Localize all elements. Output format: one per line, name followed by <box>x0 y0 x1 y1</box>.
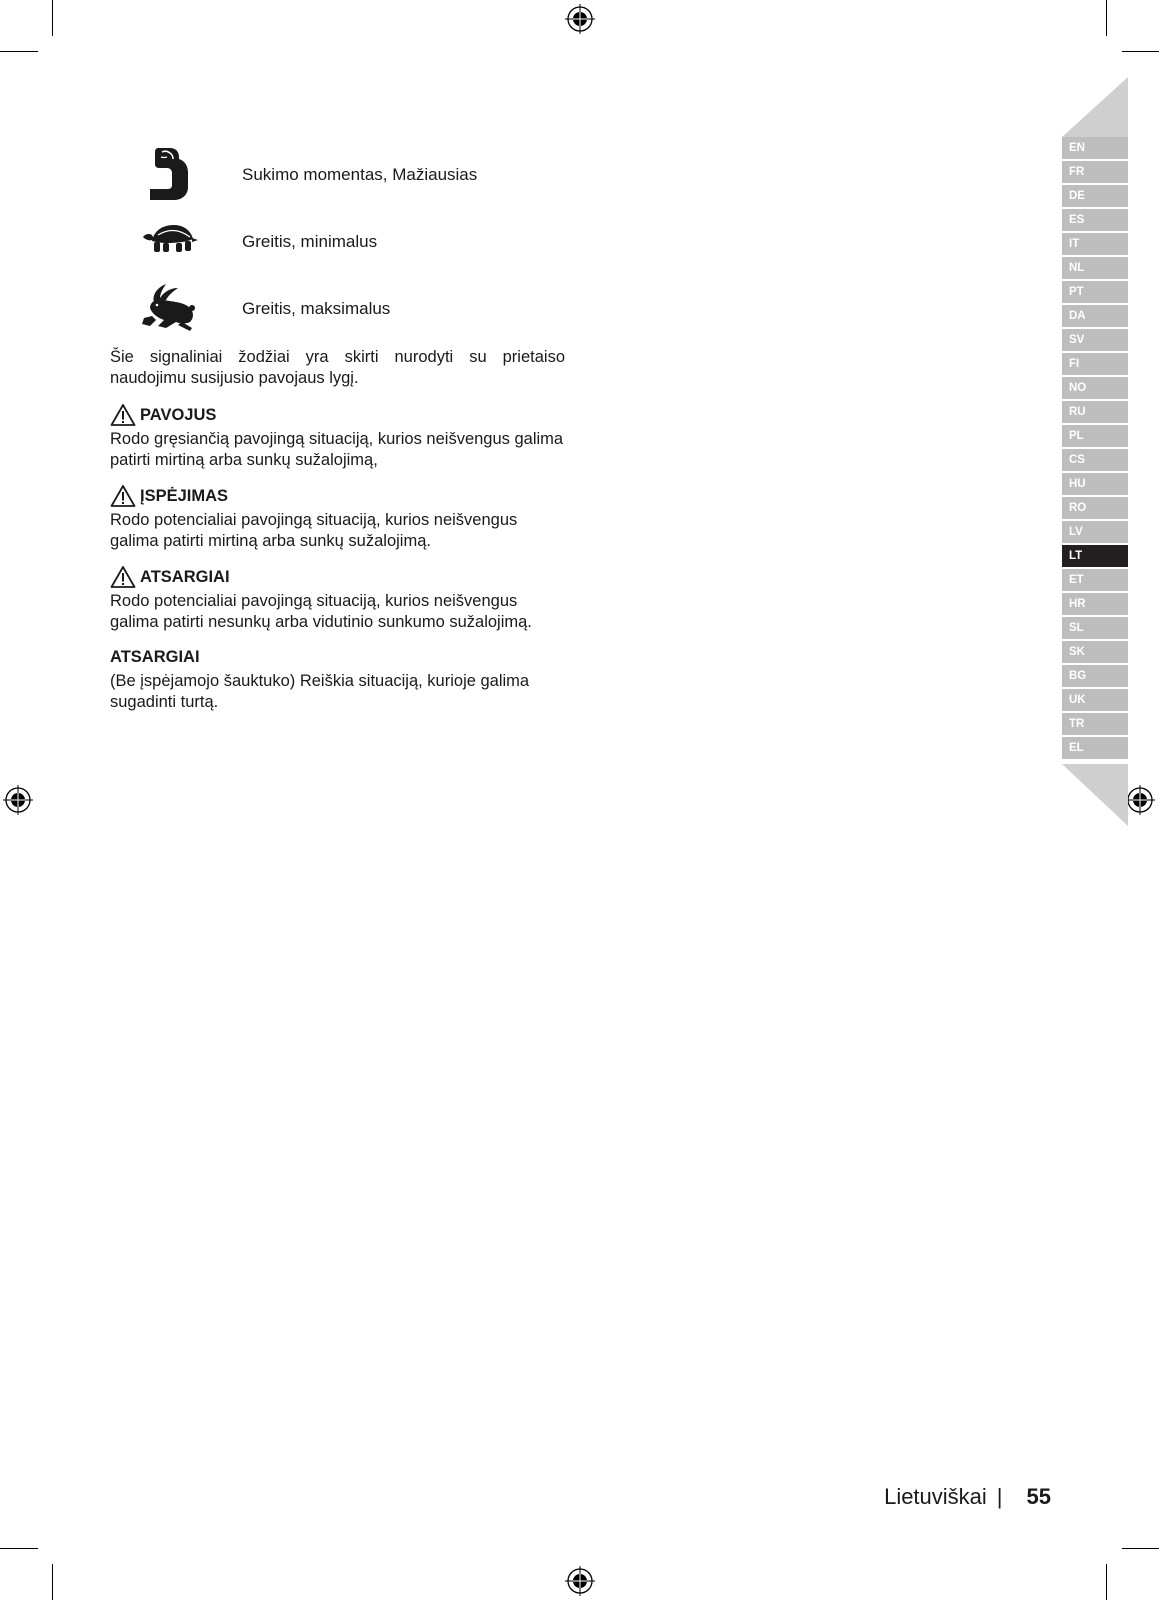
warning-triangle-icon <box>110 565 136 589</box>
language-tab-lv[interactable]: LV <box>1062 521 1128 543</box>
page-footer <box>884 1484 1051 1510</box>
section-heading-caution <box>110 565 230 589</box>
language-tab-el[interactable]: EL <box>1062 737 1128 759</box>
crop-mark <box>0 51 38 52</box>
registration-mark-icon <box>565 1566 595 1596</box>
section-heading-notice <box>110 648 200 667</box>
crop-mark <box>1106 1564 1107 1600</box>
crop-mark <box>52 0 53 36</box>
language-tab-lt[interactable]: LT <box>1062 545 1128 567</box>
language-tabs <box>1062 137 1128 761</box>
footer-language: Lietuviškai <box>884 1484 987 1509</box>
registration-mark-icon <box>565 4 595 34</box>
sidebar-triangle-bottom <box>1062 764 1128 826</box>
intro-paragraph: Šie signaliniai žodžiai yra skirti nurodyti su prietaiso naudojimu susijusio pavojaus lygį. <box>110 348 565 387</box>
icon-row-max-speed <box>140 278 580 338</box>
crop-mark <box>0 1548 38 1549</box>
crop-mark <box>1122 1548 1159 1549</box>
language-tab-it[interactable]: IT <box>1062 233 1128 255</box>
language-tab-no[interactable]: NO <box>1062 377 1128 399</box>
section-title: ĮSPĖJIMAS <box>140 486 229 505</box>
language-tab-tr[interactable]: TR <box>1062 713 1128 735</box>
language-tab-sv[interactable]: SV <box>1062 329 1128 351</box>
section-heading-danger <box>110 403 216 427</box>
registration-mark-icon <box>3 785 33 815</box>
language-tab-pl[interactable]: PL <box>1062 425 1128 447</box>
turtle-icon <box>140 211 200 271</box>
icon-label: Sukimo momentas, Mažiausias <box>242 165 478 184</box>
crop-mark <box>1106 0 1107 36</box>
language-tab-da[interactable]: DA <box>1062 305 1128 327</box>
language-tab-nl[interactable]: NL <box>1062 257 1128 279</box>
section-text: (Be įspėjamojo šauktuko) Reiškia situaciją, kurioje galima sugadinti turtą. <box>110 672 530 711</box>
section-title: PAVOJUS <box>140 405 217 424</box>
language-tab-uk[interactable]: UK <box>1062 689 1128 711</box>
warning-triangle-icon <box>110 403 136 427</box>
section-text: Rodo potencialiai pavojingą situaciją, kurios neišvengus galima patirti nesunkų arba vidutinio sunkumo sužalojimą. <box>110 592 532 631</box>
crop-mark <box>52 1564 53 1600</box>
section-title: ATSARGIAI <box>110 648 200 666</box>
language-tab-sk[interactable]: SK <box>1062 641 1128 663</box>
language-tab-en[interactable]: EN <box>1062 137 1128 159</box>
crop-mark <box>1122 51 1159 52</box>
warning-triangle-icon <box>110 484 136 508</box>
language-tab-fi[interactable]: FI <box>1062 353 1128 375</box>
flexed-arm-icon <box>140 144 200 204</box>
language-tab-cs[interactable]: CS <box>1062 449 1128 471</box>
language-tab-ro[interactable]: RO <box>1062 497 1128 519</box>
page-number: 55 <box>1026 1484 1051 1509</box>
language-tab-bg[interactable]: BG <box>1062 665 1128 687</box>
section-heading-warning <box>110 484 228 508</box>
sidebar-triangle-top <box>1062 77 1128 137</box>
language-tab-es[interactable]: ES <box>1062 209 1128 231</box>
language-tab-fr[interactable]: FR <box>1062 161 1128 183</box>
language-tab-ru[interactable]: RU <box>1062 401 1128 423</box>
rabbit-icon <box>140 278 200 338</box>
icon-label: Greitis, minimalus <box>242 232 378 251</box>
section-title: ATSARGIAI <box>140 567 230 586</box>
language-tab-pt[interactable]: PT <box>1062 281 1128 303</box>
footer-separator: | <box>996 1484 1003 1509</box>
registration-mark-icon <box>1125 785 1155 815</box>
language-tab-hu[interactable]: HU <box>1062 473 1128 495</box>
section-text: Rodo potencialiai pavojingą situaciją, kurios neišvengus galima patirti mirtiną arba sunkų sužalojimą. <box>110 511 518 550</box>
icon-row-min-speed <box>140 211 580 271</box>
icon-row-torque <box>140 144 580 204</box>
language-tab-hr[interactable]: HR <box>1062 593 1128 615</box>
icon-label: Greitis, maksimalus <box>242 299 391 318</box>
language-tab-et[interactable]: ET <box>1062 569 1128 591</box>
section-text: Rodo gręsiančią pavojingą situaciją, kurios neišvengus galima patirti mirtiną arba sunkų sužalojimą, <box>110 430 564 469</box>
language-tab-sl[interactable]: SL <box>1062 617 1128 639</box>
language-tab-de[interactable]: DE <box>1062 185 1128 207</box>
